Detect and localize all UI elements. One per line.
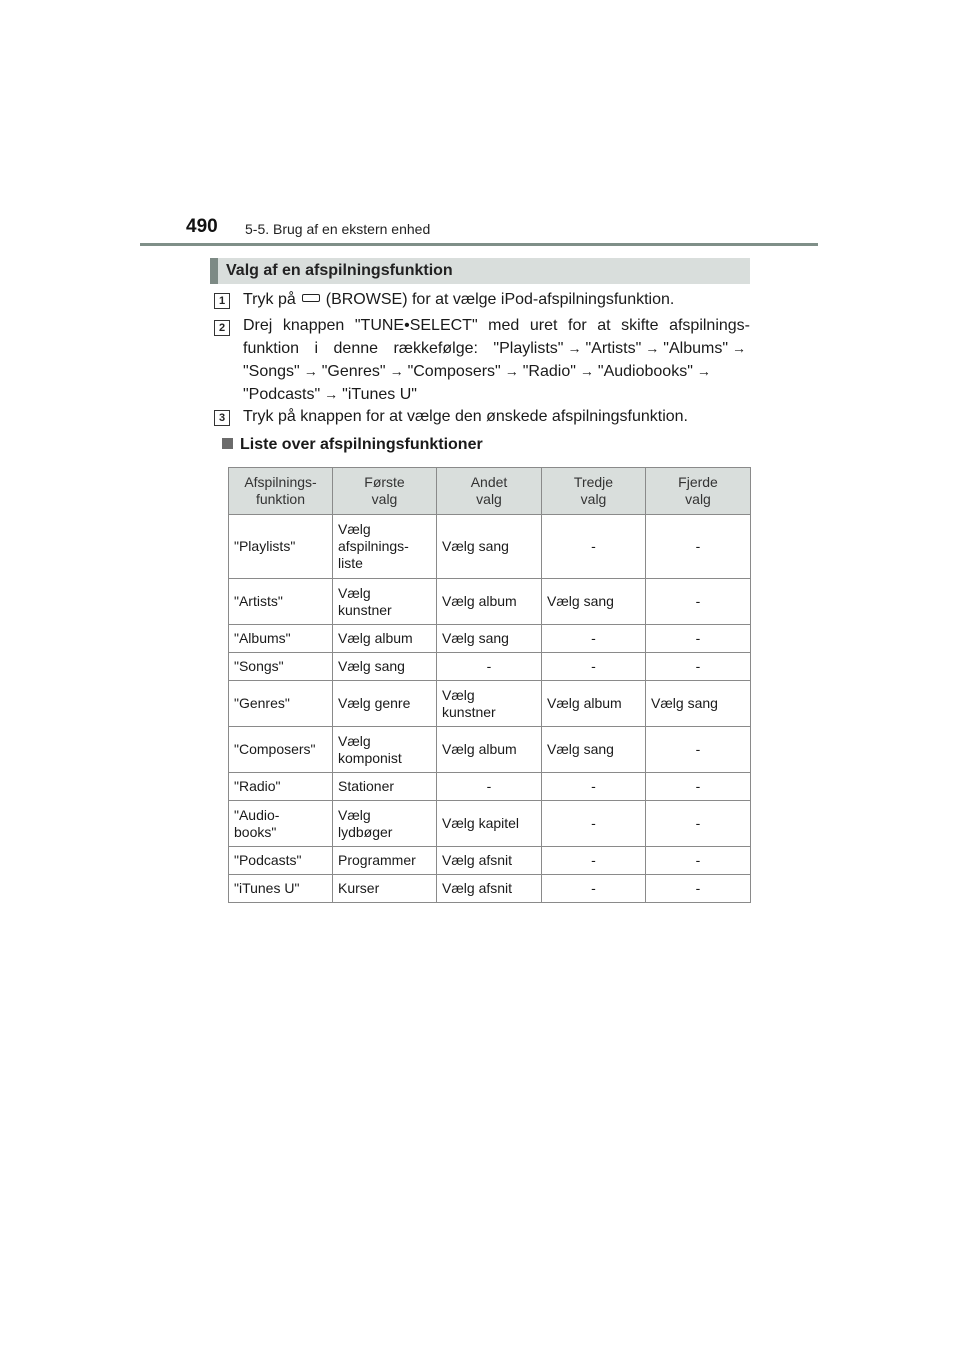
cell-line: - <box>591 630 596 646</box>
step-1-text-before: Tryk på <box>243 291 296 308</box>
cell-line: Vælg kapitel <box>442 815 520 831</box>
step-2-intro: Drej knappen "TUNE•SELECT" med uret for at skifte afspilningsfunktion i denne rækkefølge: <box>243 317 750 357</box>
page-number: 490 <box>186 216 218 237</box>
cell-line: Vælg sang <box>442 630 509 646</box>
table-cell <box>333 727 437 773</box>
table-cell <box>646 875 751 903</box>
cell-line: Tredje <box>573 474 614 490</box>
table-row <box>229 579 751 625</box>
table-cell <box>229 579 333 625</box>
mode-sequence-item: "Radio" <box>522 363 576 380</box>
cell-line: - <box>591 880 596 896</box>
table-cell <box>437 653 542 681</box>
mode-sequence-item: "Artists" <box>585 340 642 357</box>
table-cell <box>229 847 333 875</box>
table-cell <box>646 727 751 773</box>
header-rule <box>140 243 818 246</box>
table-cell <box>333 579 437 625</box>
cell-line: - <box>695 630 701 646</box>
mode-sequence-item: "Songs" <box>243 363 300 380</box>
cell-line: kunstner <box>442 703 496 720</box>
table-cell <box>229 727 333 773</box>
cell-line: "Playlists" <box>234 538 296 554</box>
cell-line: - <box>695 880 701 896</box>
running-header: 5-5. Brug af en ekstern enhed <box>245 221 431 237</box>
table-cell <box>542 847 646 875</box>
table-cell <box>229 875 333 903</box>
table-cell <box>646 847 751 875</box>
table-cell <box>229 515 333 579</box>
cell-line: Vælg album <box>547 695 622 711</box>
cell-line: funktion <box>255 491 306 507</box>
table-row <box>229 847 751 875</box>
cell-line: - <box>591 658 596 674</box>
cell-line: - <box>695 778 701 794</box>
table-row <box>229 625 751 653</box>
column-header <box>333 468 437 515</box>
step-2-text <box>243 315 750 406</box>
cell-line: valg <box>371 491 398 507</box>
table-cell <box>229 773 333 801</box>
column-header <box>646 468 751 515</box>
step-1-text <box>243 289 750 311</box>
table-cell <box>437 579 542 625</box>
cell-line: Vælg sang <box>651 695 718 711</box>
cell-line: - <box>695 593 701 609</box>
table-cell <box>437 727 542 773</box>
cell-line: valg <box>476 491 502 507</box>
step-badge-1: 1 <box>214 293 230 309</box>
table-cell <box>437 801 542 847</box>
column-header <box>542 468 646 515</box>
arrow-right-icon: → <box>732 340 746 356</box>
table-cell <box>333 653 437 681</box>
cell-line: - <box>695 741 701 757</box>
cell-line: valg <box>580 491 607 507</box>
table-cell <box>437 773 542 801</box>
mode-sequence-item: "iTunes U" <box>342 386 417 403</box>
table-cell <box>542 727 646 773</box>
cell-line: - <box>591 778 596 794</box>
table-cell <box>542 515 646 579</box>
cell-line: - <box>695 658 701 674</box>
arrow-right-icon: → <box>504 363 519 379</box>
cell-line: - <box>695 538 701 554</box>
square-bullet-icon <box>222 438 233 449</box>
cell-line: "Audio- <box>234 806 280 823</box>
arrow-right-icon: → <box>389 363 404 379</box>
table-cell <box>229 681 333 727</box>
cell-line: Afspilnings- <box>244 474 317 490</box>
mode-sequence-item: "Genres" <box>321 363 386 380</box>
mode-sequence-item: "Albums" <box>663 340 728 357</box>
cell-line: Første <box>364 474 405 490</box>
cell-line: "iTunes U" <box>234 880 300 896</box>
cell-line: afspilnings- <box>338 538 409 554</box>
table-cell <box>542 875 646 903</box>
cell-line: "Podcasts" <box>234 852 302 868</box>
mode-sequence-item: "Composers" <box>407 363 501 380</box>
table-cell <box>646 625 751 653</box>
table-cell <box>646 579 751 625</box>
cell-line: Vælg sang <box>547 593 614 609</box>
browse-button-icon <box>302 294 320 302</box>
table-cell <box>229 801 333 847</box>
cell-line: Stationer <box>338 778 395 794</box>
step-badge-3: 3 <box>214 410 230 426</box>
table-cell <box>542 773 646 801</box>
cell-line: Vælg album <box>442 593 517 609</box>
cell-line: - <box>486 658 492 674</box>
table-cell <box>437 625 542 653</box>
list-heading <box>222 436 483 454</box>
table-cell <box>333 847 437 875</box>
step-1-text-after: (BROWSE) for at vælge iPod-afspilningsfunktion. <box>325 291 675 308</box>
table-cell <box>229 653 333 681</box>
cell-line: liste <box>338 555 363 571</box>
column-header <box>437 468 542 515</box>
table-cell <box>437 875 542 903</box>
table-row <box>229 875 751 903</box>
cell-line: "Songs" <box>234 658 284 674</box>
table-cell <box>542 681 646 727</box>
mode-sequence-item: "Podcasts" <box>243 386 321 403</box>
cell-line: - <box>591 852 596 868</box>
table-cell <box>542 625 646 653</box>
table-cell <box>437 681 542 727</box>
table-cell <box>333 801 437 847</box>
table-cell <box>646 653 751 681</box>
table-cell <box>333 625 437 653</box>
cell-line: Vælg <box>442 686 475 703</box>
table-cell <box>437 515 542 579</box>
cell-line: - <box>695 852 701 868</box>
cell-line: Vælg <box>338 521 371 537</box>
cell-line: valg <box>685 491 711 507</box>
list-heading-text: Liste over afspilningsfunktioner <box>240 436 483 453</box>
table-cell <box>646 681 751 727</box>
step-badge-2: 2 <box>214 320 230 336</box>
arrow-right-icon: → <box>303 363 318 379</box>
table-cell <box>542 579 646 625</box>
step-3-text: Tryk på knappen for at vælge den ønskede afspilningsfunktion. <box>243 408 688 425</box>
cell-line: - <box>591 538 596 554</box>
table-cell <box>333 773 437 801</box>
cell-line: - <box>695 815 701 831</box>
table-cell <box>333 515 437 579</box>
arrow-right-icon: → <box>324 386 339 402</box>
table-row <box>229 773 751 801</box>
table-cell <box>542 801 646 847</box>
cell-line: "Artists" <box>234 593 283 609</box>
arrow-right-icon: → <box>645 340 660 356</box>
cell-line: "Albums" <box>234 630 291 646</box>
cell-line: Vælg afsnit <box>442 880 513 896</box>
table-cell <box>437 847 542 875</box>
cell-line: Vælg afsnit <box>442 852 513 868</box>
table-row <box>229 727 751 773</box>
cell-line: books" <box>234 823 277 840</box>
column-header <box>229 468 333 515</box>
cell-line: - <box>486 778 492 794</box>
table-cell <box>333 681 437 727</box>
cell-line: kunstner <box>338 601 392 618</box>
cell-line: Vælg sang <box>338 658 405 674</box>
playback-modes-table <box>228 467 751 903</box>
table-cell <box>333 875 437 903</box>
arrow-right-icon: → <box>579 363 594 379</box>
cell-line: "Composers" <box>234 741 316 757</box>
arrow-right-icon: → <box>696 363 711 379</box>
cell-line: lydbøger <box>338 823 393 840</box>
table-cell <box>646 773 751 801</box>
table-row <box>229 681 751 727</box>
section-heading: Valg af en afspilningsfunktion <box>210 258 750 284</box>
cell-line: Fjerde <box>678 474 718 490</box>
mode-sequence-item: "Audiobooks" <box>597 363 693 380</box>
table-cell <box>646 801 751 847</box>
table-row <box>229 653 751 681</box>
table-cell <box>229 625 333 653</box>
cell-line: - <box>591 815 596 831</box>
table-header-row <box>229 468 751 515</box>
cell-line: Vælg <box>338 584 371 601</box>
mode-sequence-item: "Playlists" <box>493 340 564 357</box>
arrow-right-icon: → <box>567 340 582 356</box>
cell-line: "Radio" <box>234 778 281 794</box>
cell-line: Vælg sang <box>442 538 509 554</box>
table-row <box>229 801 751 847</box>
table-cell <box>646 515 751 579</box>
cell-line: "Genres" <box>234 695 290 711</box>
cell-line: Vælg <box>338 732 371 749</box>
table-row <box>229 515 751 579</box>
cell-line: Vælg genre <box>338 695 411 711</box>
cell-line: Vælg album <box>442 741 517 757</box>
cell-line: Vælg <box>338 806 371 823</box>
cell-line: Vælg album <box>338 630 413 646</box>
cell-line: komponist <box>338 749 402 766</box>
cell-line: Programmer <box>338 852 416 868</box>
cell-line: Vælg sang <box>547 741 614 757</box>
cell-line: Kurser <box>338 880 380 896</box>
cell-line: Andet <box>470 474 508 490</box>
table-cell <box>542 653 646 681</box>
